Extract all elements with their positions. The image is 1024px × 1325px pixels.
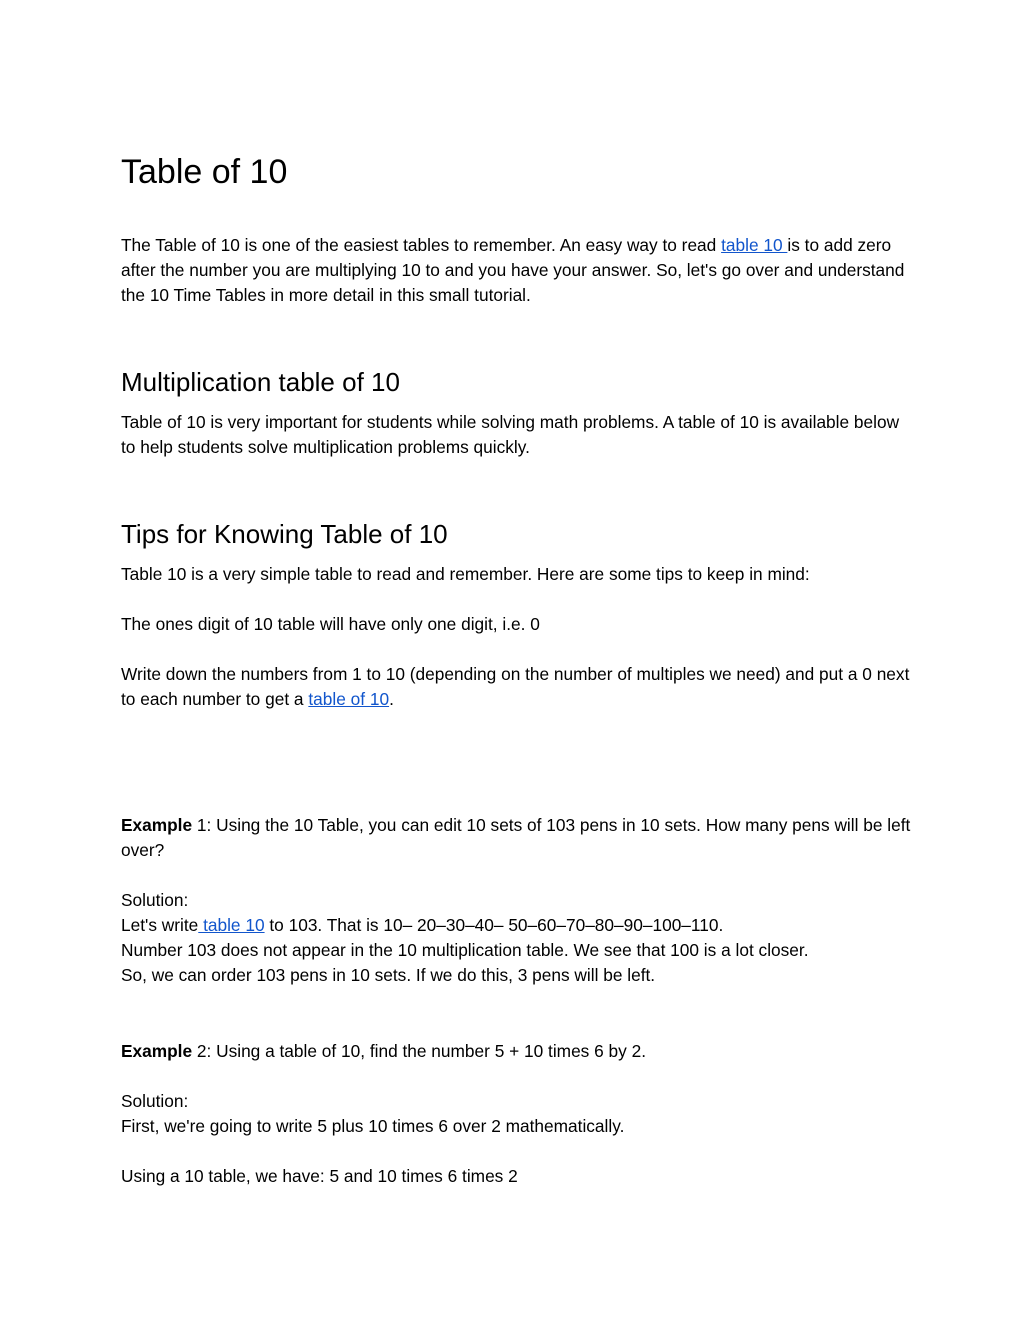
example-1-line-1-before: Let's write: [121, 915, 199, 935]
table-of-10-link[interactable]: table of 10: [308, 689, 390, 709]
example-2-text: 2: Using a table of 10, find the number 5 + 10 times 6 by 2.: [192, 1041, 646, 1061]
intro-text-after: is to add zero after the number you are multiplying 10 to and you have your answer. So, let's go over and understand the 10 Time Tables in more detail in this small tutorial.: [121, 235, 905, 305]
table-10-link[interactable]: table 10: [721, 235, 788, 255]
example-2-label: Example: [121, 1041, 193, 1061]
multiplication-heading: Multiplication table of 10: [121, 367, 400, 397]
example-2-line-1: First, we're going to write 5 plus 10 times 6 over 2 mathematically.: [121, 1116, 625, 1136]
example-1-table-10-link[interactable]: table 10: [198, 915, 265, 935]
tips-write-down: [121, 662, 911, 712]
example-1-line-3: So, we can order 103 pens in 10 sets. If we do this, 3 pens will be left.: [121, 965, 656, 985]
example-1-text: 1: Using the 10 Table, you can edit 10 sets of 103 pens in 10 sets. How many pens will be left over?: [121, 815, 911, 860]
tips-heading: Tips for Knowing Table of 10: [121, 519, 448, 549]
example-1-question: [121, 813, 911, 863]
example-1-label: Example: [121, 815, 193, 835]
tips-intro: Table 10 is a very simple table to read and remember. Here are some tips to keep in mind:: [121, 564, 810, 584]
multiplication-paragraph: Table of 10 is very important for students while solving math problems. A table of 10 is available below to help students solve multiplication problems quickly.: [121, 412, 900, 457]
tips-write-before: Write down the numbers from 1 to 10 (depending on the number of multiples we need) and put a 0 next to each number to get a: [121, 664, 910, 709]
example-1-line-1-after: to 103. That is 10– 20–30–40– 50–60–70–80–90–100–110.: [264, 915, 724, 935]
example-1-line-2: Number 103 does not appear in the 10 multiplication table. We see that 100 is a lot closer.: [121, 940, 809, 960]
intro-paragraph: [121, 233, 911, 308]
tips-ones-digit: The ones digit of 10 table will have only one digit, i.e. 0: [121, 614, 540, 634]
example-2-question: [121, 1039, 911, 1064]
page-title: Table of 10: [121, 153, 288, 191]
example-1-solution-label: Solution:: [121, 890, 189, 910]
example-2-solution-label: Solution:: [121, 1091, 189, 1111]
intro-text-before: The Table of 10 is one of the easiest tables to remember. An easy way to read: [121, 235, 722, 255]
tips-write-after: .: [389, 689, 394, 709]
example-1-line-1: [121, 913, 911, 938]
example-2-line-2: Using a 10 table, we have: 5 and 10 times 6 times 2: [121, 1166, 518, 1186]
